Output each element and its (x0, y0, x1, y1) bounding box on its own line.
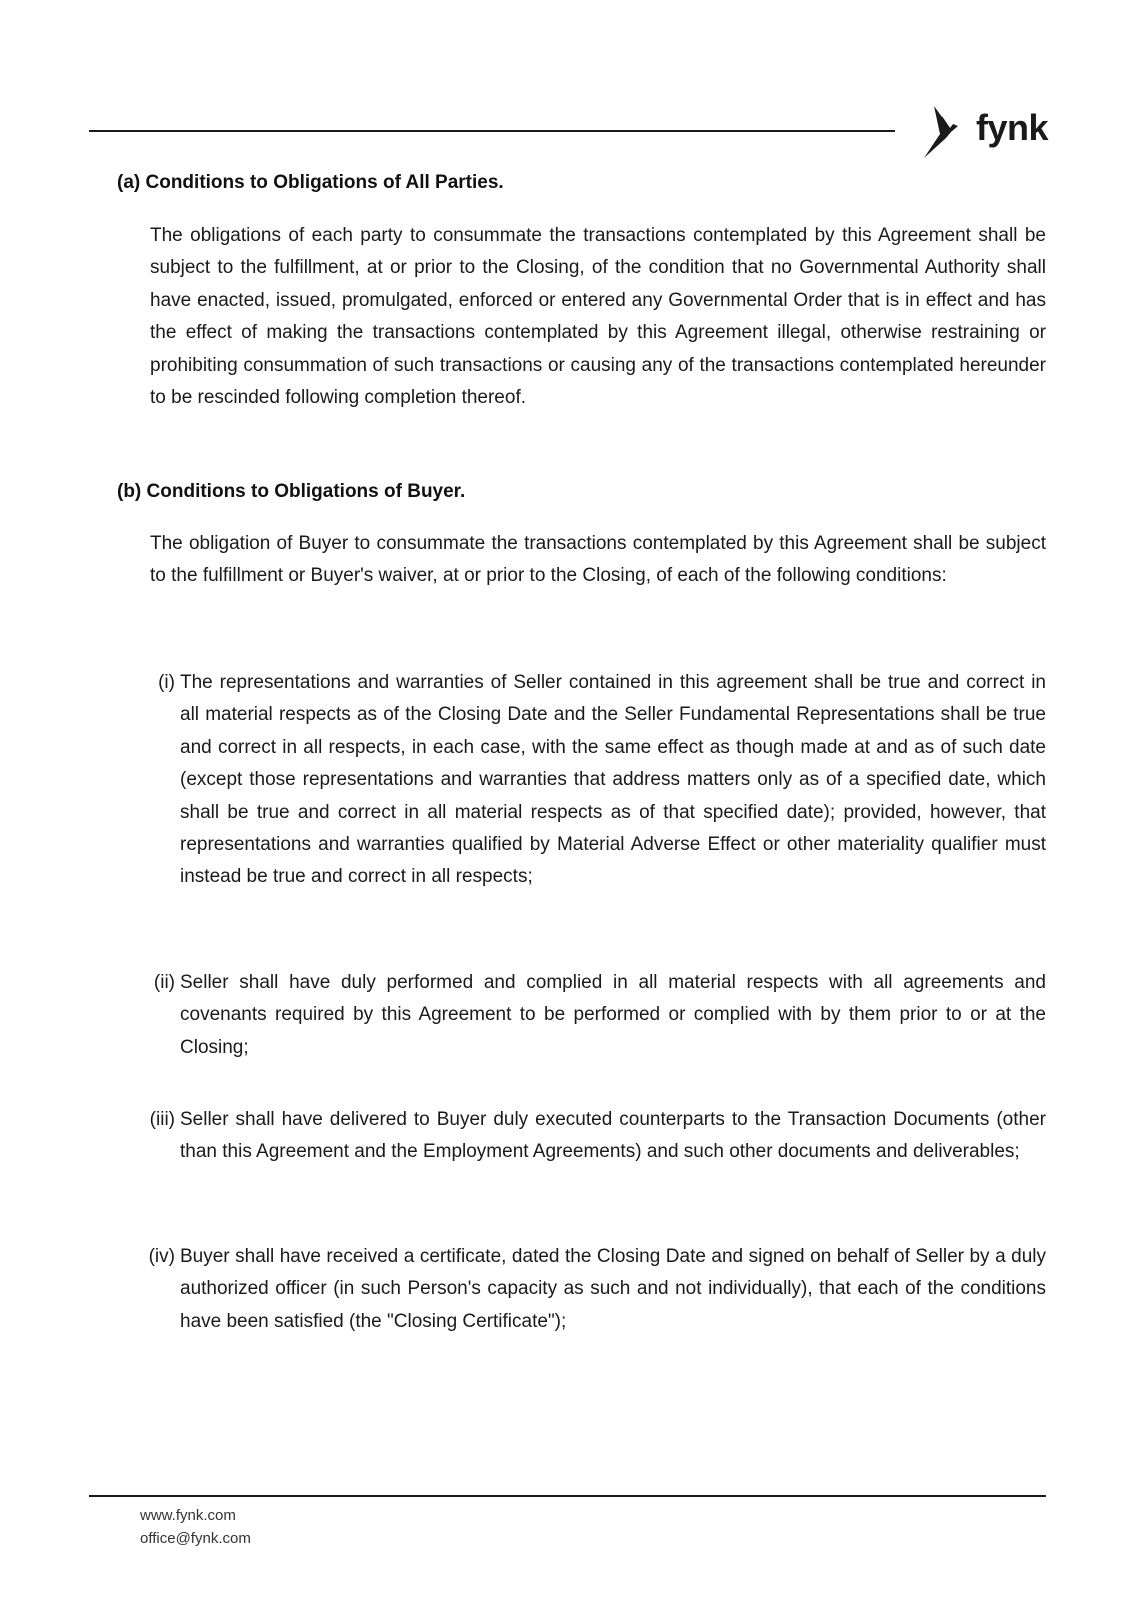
list-item (150, 967, 1046, 1064)
footer-website-link[interactable]: www.fynk.com (140, 1507, 236, 1524)
logo-wordmark: fynk (976, 107, 1049, 148)
section-b-heading: (b) Conditions to Obligations of Buyer. (117, 481, 466, 502)
list-item-text: Seller shall have delivered to Buyer duly executed counterparts to the Transaction Documents (other than this Agreement and the Employment Agreements) and such other documents and deliverables; (180, 1109, 1046, 1163)
list-item (150, 1104, 1046, 1169)
list-item (150, 1241, 1046, 1338)
list-item-text: Buyer shall have received a certificate, dated the Closing Date and signed on behalf of Seller by a duly authorized officer (in such Person's capacity as such and not individually), that each of the conditions have been satisfied (the "Closing Certificate"); (180, 1246, 1046, 1332)
section-a-heading: (a) Conditions to Obligations of All Parties. (117, 172, 504, 193)
fynk-bird-logo-icon (920, 104, 976, 160)
section-b-paragraph: The obligation of Buyer to consummate the transactions contemplated by this Agreement shall be subject to the fulfillment or Buyer's waiver, at or prior to the Closing, of each of the following conditions: (150, 533, 1046, 587)
list-item-number: (ii) (153, 972, 175, 993)
footer-email-link[interactable]: office@fynk.com (140, 1530, 251, 1547)
footer-divider (89, 1495, 1046, 1497)
list-item (150, 667, 1046, 894)
section-a-paragraph: The obligations of each party to consummate the transactions contemplated by this Agreement shall be subject to the fulfillment, at or prior to the Closing, of the condition that no Governmental Authority shall have enacted, issued, promulgated, enforced or entered any Governmental Order that is in effect and has the effect of making the transactions contemplated by this Agreement illegal, otherwise restraining or prohibiting consummation of such transactions or causing any of the transactions contemplated hereunder to be rescinded following completion thereof. (150, 225, 1046, 409)
list-item-number: (iii) (149, 1109, 175, 1130)
list-item-number: (i) (158, 672, 175, 693)
list-item-number: (iv) (148, 1246, 175, 1267)
list-item-text: Seller shall have duly performed and complied in all material respects with all agreements and covenants required by this Agreement to be performed or complied with by them prior to or at the Closing; (180, 972, 1046, 1058)
list-item-text: The representations and warranties of Seller contained in this agreement shall be true and correct in all material respects as of the Closing Date and the Seller Fundamental Representations shall be true and correct in all respects, in each case, with the same effect as though made at and as of such date (except those representations and warranties that address matters only as of a specified date, which shall be true and correct in all material respects as of that specified date); provided, however, that representations and warranties qualified by Material Adverse Effect or other materiality qualifier must instead be true and correct in all respects; (180, 672, 1046, 888)
fynk-logo (920, 104, 1050, 160)
header-divider (89, 130, 895, 132)
